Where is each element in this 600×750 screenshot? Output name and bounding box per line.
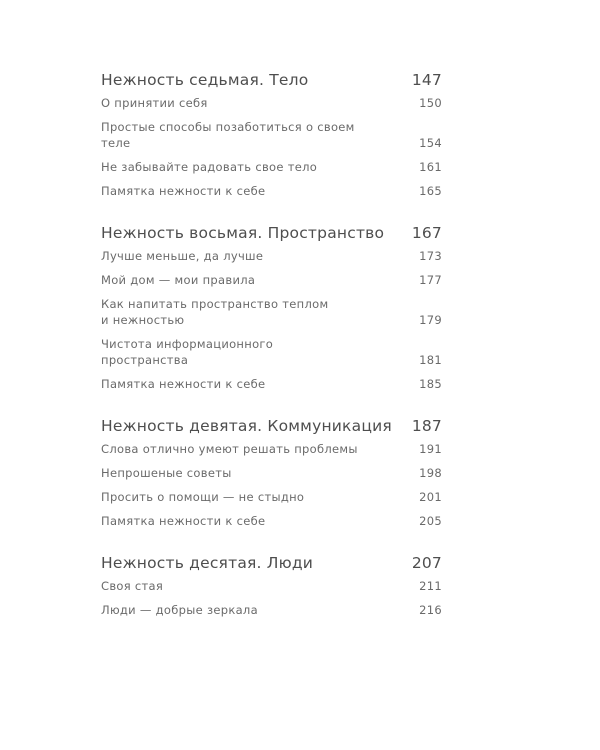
entry-page-number: 216 <box>419 603 442 617</box>
entry-title: Памятка нежности к себе <box>101 377 266 391</box>
toc-entry[interactable] <box>101 465 442 481</box>
section-header[interactable] <box>101 551 442 575</box>
entry-title: Как напитать пространство теплом и нежностью <box>101 297 329 327</box>
entry-title: Не забывайте радовать свое тело <box>101 160 318 174</box>
toc-entry[interactable] <box>101 489 442 505</box>
section-title: Нежность девятая. Коммуникация <box>101 417 392 435</box>
toc-section-10 <box>101 551 442 618</box>
toc-entry[interactable] <box>101 296 442 328</box>
toc-entry[interactable] <box>101 578 442 594</box>
section-title: Нежность седьмая. Тело <box>101 71 309 89</box>
toc-entry[interactable] <box>101 336 442 368</box>
toc-entry[interactable] <box>101 441 442 457</box>
entry-page-number: 179 <box>419 313 442 327</box>
section-page-number: 187 <box>411 417 442 435</box>
section-page-number: 167 <box>411 224 442 242</box>
toc-section-8 <box>101 221 442 392</box>
entry-title: Мой дом — мои правила <box>101 273 256 287</box>
entry-title: Лучше меньше, да лучше <box>101 249 264 263</box>
section-title: Нежность восьмая. Пространство <box>101 224 385 242</box>
entry-title: Чистота информационного пространства <box>101 337 274 367</box>
section-title: Нежность десятая. Люди <box>101 554 314 572</box>
entry-title: Памятка нежности к себе <box>101 184 266 198</box>
entry-page-number: 161 <box>419 160 442 174</box>
toc-entry[interactable] <box>101 159 442 175</box>
entry-page-number: 173 <box>419 249 442 263</box>
toc-entry[interactable] <box>101 119 442 151</box>
toc-entry[interactable] <box>101 272 442 288</box>
toc-entry[interactable] <box>101 376 442 392</box>
entry-page-number: 165 <box>419 184 442 198</box>
toc-section-9 <box>101 414 442 529</box>
entry-page-number: 177 <box>419 273 442 287</box>
entry-title: Люди — добрые зеркала <box>101 603 258 617</box>
entry-page-number: 185 <box>419 377 442 391</box>
section-header[interactable] <box>101 68 442 92</box>
toc-entry[interactable] <box>101 513 442 529</box>
toc-entry[interactable] <box>101 248 442 264</box>
entry-page-number: 205 <box>419 514 442 528</box>
entry-page-number: 191 <box>419 442 442 456</box>
toc-section-7 <box>101 68 442 199</box>
entry-page-number: 181 <box>419 353 442 367</box>
entry-title: Своя стая <box>101 579 164 593</box>
entry-title: Слова отлично умеют решать проблемы <box>101 442 358 456</box>
entry-title: Памятка нежности к себе <box>101 514 266 528</box>
entry-page-number: 198 <box>419 466 442 480</box>
entry-title: Просить о помощи — не стыдно <box>101 490 305 504</box>
entry-page-number: 150 <box>419 96 442 110</box>
table-of-contents <box>101 68 442 640</box>
section-header[interactable] <box>101 414 442 438</box>
toc-entry[interactable] <box>101 602 442 618</box>
entry-title: О принятии себя <box>101 96 208 110</box>
entry-title: Непрошеные советы <box>101 466 232 480</box>
section-page-number: 207 <box>411 554 442 572</box>
section-page-number: 147 <box>411 71 442 89</box>
entry-page-number: 154 <box>419 136 442 150</box>
section-header[interactable] <box>101 221 442 245</box>
toc-entry[interactable] <box>101 95 442 111</box>
entry-page-number: 201 <box>419 490 442 504</box>
entry-title: Простые способы позаботиться о своем теле <box>101 120 355 150</box>
entry-page-number: 211 <box>419 579 442 593</box>
toc-entry[interactable] <box>101 183 442 199</box>
